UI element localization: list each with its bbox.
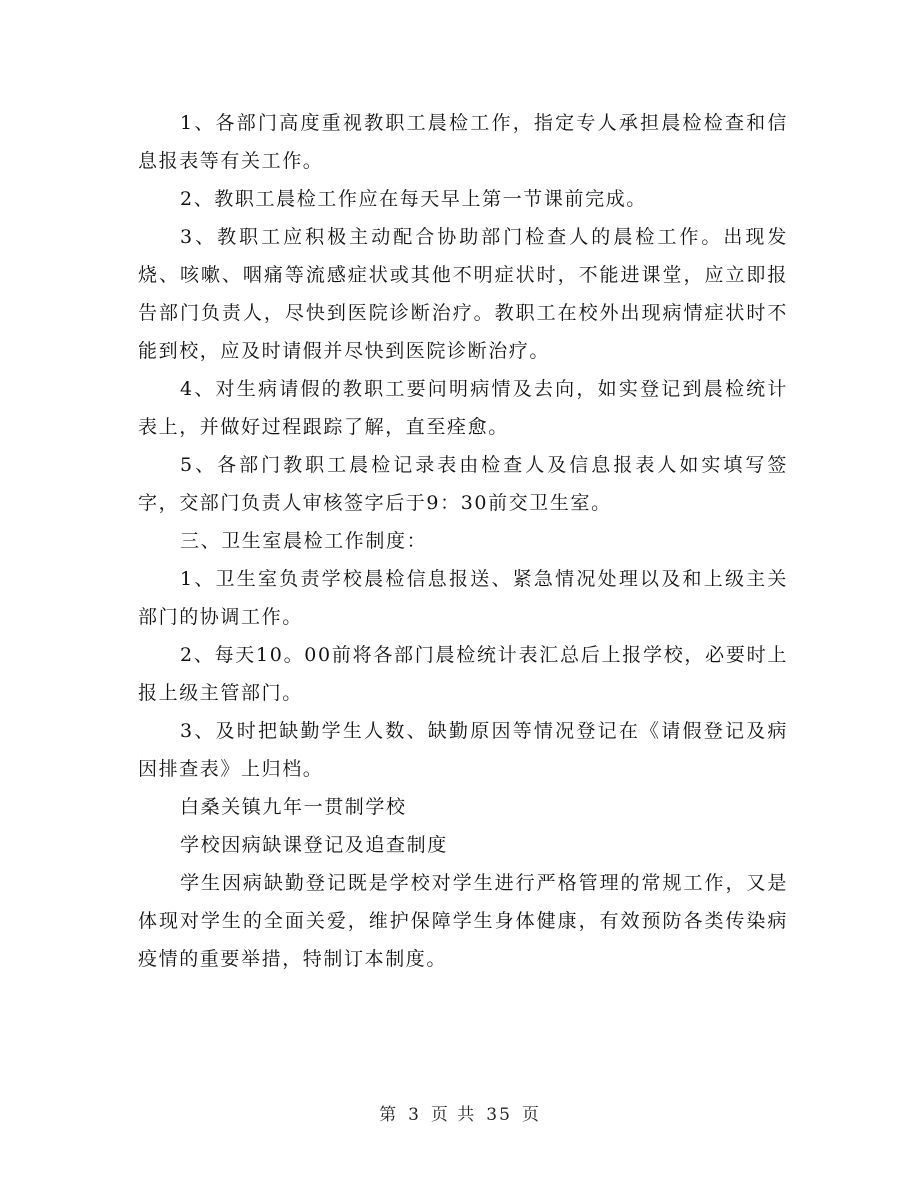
page-number: 3 — [408, 1105, 421, 1125]
footer-middle: 页 共 — [430, 1105, 477, 1125]
paragraph-item-8: 3、及时把缺勤学生人数、缺勤原因等情况登记在《请假登记及病因排查表》上归档。 — [138, 720, 788, 780]
page-footer — [0, 1100, 920, 1125]
paragraph-item-5: 5、各部门教职工晨检记录表由检查人及信息报表人如实填写签字，交部门负责人审核签字后于9：30前交卫生室。 — [138, 454, 788, 514]
paragraph-item-2: 2、教职工晨检工作应在每天早上第一节课前完成。 — [180, 188, 647, 210]
paragraph-item-3: 3、教职工应积极主动配合协助部门检查人的晨检工作。出现发烧、咳嗽、咽痛等流感症状或其他不明症状时，不能进课堂，应立即报告部门负责人，尽快到医院诊断治疗。教职工在校外出现病情症状时不能到校，应及时请假并尽快到医院诊断治疗。 — [138, 226, 788, 362]
document-body — [138, 104, 788, 978]
page-total: 35 — [486, 1105, 512, 1125]
paragraph-item-4: 4、对生病请假的教职工要问明病情及去向，如实登记到晨检统计表上，并做好过程跟踪了解，直至痊愈。 — [138, 378, 788, 438]
school-name: 白桑关镇九年一贯制学校 — [180, 796, 407, 818]
paragraph-item-6: 1、卫生室负责学校晨检信息报送、紧急情况处理以及和上级主关部门的协调工作。 — [138, 568, 788, 628]
section-heading-3: 三、卫生室晨检工作制度： — [180, 530, 428, 552]
paragraph-item-1: 1、各部门高度重视教职工晨检工作，指定专人承担晨检检查和信息报表等有关工作。 — [138, 112, 788, 172]
policy-intro: 学生因病缺勤登记既是学校对学生进行严格管理的常规工作，又是体现对学生的全面关爱，维护保障学生身体健康，有效预防各类传染病疫情的重要举措，特制订本制度。 — [138, 872, 788, 970]
footer-prefix: 第 — [379, 1105, 399, 1125]
footer-suffix: 页 — [521, 1105, 541, 1125]
paragraph-item-7: 2、每天10。00前将各部门晨检统计表汇总后上报学校，必要时上报上级主管部门。 — [138, 644, 788, 704]
policy-title: 学校因病缺课登记及追查制度 — [180, 834, 448, 856]
